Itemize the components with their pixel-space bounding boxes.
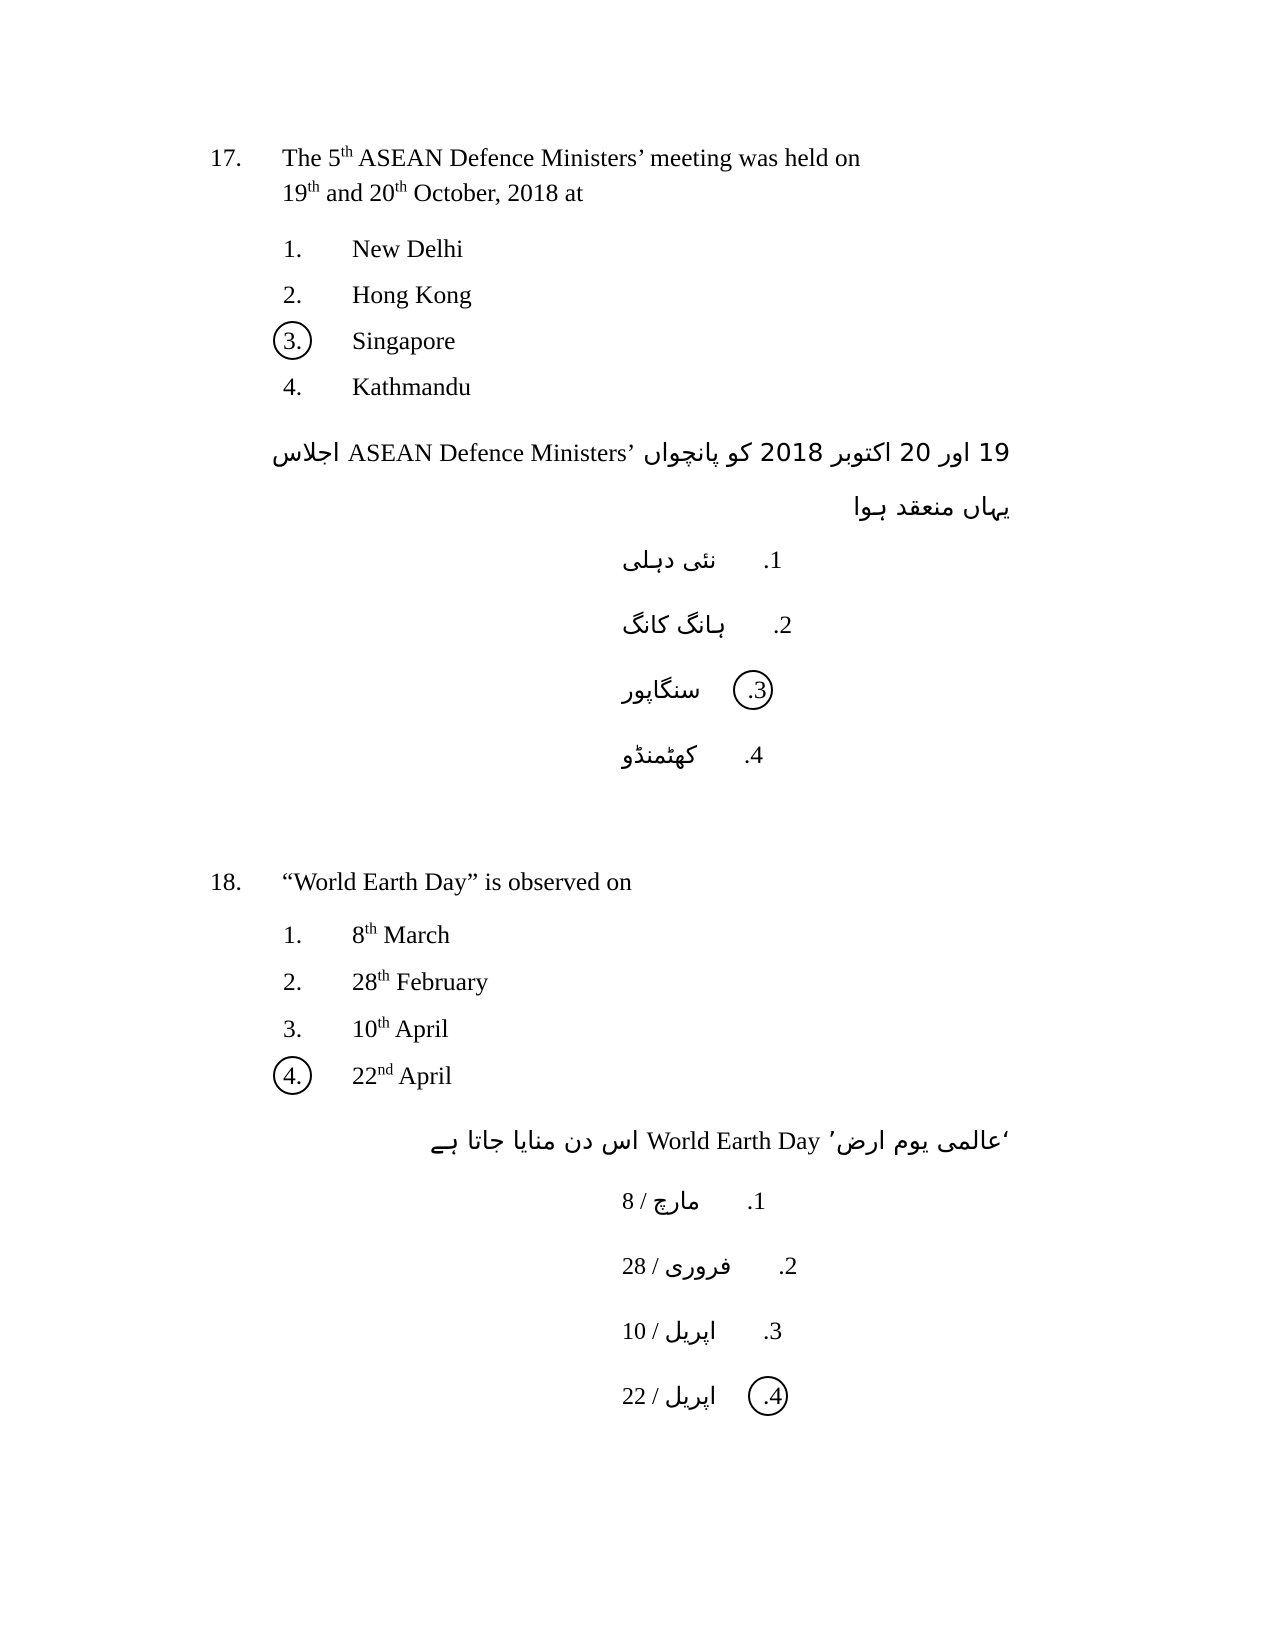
question-18-option-2[interactable] [280, 967, 700, 998]
option-suffix: th [364, 920, 378, 938]
option-value: 22 [352, 1061, 378, 1090]
question-18-option-1-urdu[interactable] [600, 1186, 1010, 1216]
q17-stem-l1a: The 5 [282, 143, 341, 172]
option-marker-selected: 3. [280, 326, 352, 357]
q18-urdu-pre: ‘عالمی یوم ارض’ [828, 1126, 1010, 1155]
q17-urdu-post: اجلاس [271, 438, 340, 467]
option-label: نئی دہلی [622, 546, 717, 574]
option-month: April [393, 1061, 453, 1090]
option-marker: .1 [746, 1186, 766, 1215]
option-marker: .4 [743, 740, 764, 769]
option-marker: .2 [778, 1251, 798, 1280]
q17-stem-l1-sup: th [340, 143, 354, 161]
option-label: ہانگ کانگ [622, 611, 727, 639]
option-label: New Delhi [352, 234, 464, 263]
option-marker: 1. [283, 920, 303, 949]
option-label: Singapore [352, 326, 456, 355]
option-marker-selected: 4. [280, 1061, 352, 1092]
question-17-option-4-urdu[interactable] [600, 740, 1010, 770]
question-17-option-3-urdu[interactable] [600, 675, 1010, 705]
option-marker: .2 [772, 610, 793, 639]
option-suffix: th [377, 1014, 390, 1032]
option-label: اپریل / 22 [622, 1383, 717, 1410]
option-label: سنگاپور [622, 676, 701, 704]
q17-stem-l2c: October, 2018 at [407, 178, 584, 208]
option-marker: 1. [283, 234, 303, 263]
q18-urdu-post: اس دن منایا جاتا ہے [429, 1126, 639, 1155]
option-month: February [389, 967, 489, 996]
question-17-stem-urdu [260, 434, 1010, 472]
option-marker: .1 [763, 545, 783, 574]
question-17-option-4[interactable] [280, 372, 700, 403]
question-18-option-3[interactable] [280, 1014, 700, 1045]
option-suffix: nd [377, 1061, 394, 1079]
q17-urdu-latin: ASEAN Defence Ministers’ [347, 438, 636, 467]
option-value: 28 [352, 967, 378, 996]
q17-stem-l2-sup2: th [394, 178, 408, 196]
option-label [352, 920, 700, 951]
q17-stem-l2-sup1: th [307, 178, 320, 196]
option-marker: 4. [283, 372, 303, 401]
option-marker: 2. [283, 967, 303, 996]
option-month: April [389, 1014, 449, 1043]
option-label: اپریل / 10 [622, 1318, 717, 1345]
option-marker: .3 [763, 1316, 783, 1345]
question-17-option-3[interactable] [280, 326, 700, 357]
option-month: March [377, 920, 450, 949]
option-suffix: th [377, 967, 390, 985]
question-18-number: 18. [210, 867, 242, 896]
option-value: 10 [352, 1014, 378, 1043]
q17-urdu-pre: 19 اور 20 اکتوبر 2018 کو پانچواں [643, 438, 1010, 467]
question-18-option-1[interactable] [280, 920, 700, 951]
question-17-number: 17. [210, 143, 242, 172]
question-17-stem-urdu-line2: یہاں منعقد ہوا [853, 492, 1010, 521]
option-label: مارچ / 8 [622, 1188, 700, 1215]
option-marker: 2. [283, 280, 303, 309]
q18-urdu-latin: World Earth Day [646, 1126, 821, 1155]
question-18-option-4[interactable] [280, 1061, 700, 1092]
question-17-option-2[interactable] [280, 280, 700, 311]
option-label: فروری / 28 [622, 1253, 732, 1280]
question-18-stem-text: “World Earth Day” is observed on [282, 867, 632, 896]
question-17-option-2-urdu[interactable] [600, 610, 1010, 640]
option-marker: 3. [283, 1014, 303, 1043]
option-label: Kathmandu [352, 372, 471, 401]
question-17-option-1-urdu[interactable] [600, 545, 1010, 575]
question-17-option-1[interactable] [280, 234, 700, 265]
option-marker-selected: .3 [701, 675, 767, 705]
question-18-stem [210, 864, 910, 899]
q17-stem-l2a: 19 [282, 178, 308, 208]
option-label: Hong Kong [352, 280, 472, 309]
option-label [352, 1061, 700, 1092]
q17-stem-l2b: and 20 [319, 178, 395, 208]
question-17-stem-text [282, 140, 910, 210]
question-18-option-3-urdu[interactable] [600, 1316, 1010, 1346]
question-17-stem [210, 140, 910, 210]
option-label: کھٹمنڈو [622, 741, 698, 769]
option-label [352, 1014, 700, 1045]
option-marker-selected: .4 [716, 1381, 782, 1411]
option-label [352, 967, 700, 998]
option-value: 8 [352, 920, 365, 949]
q17-stem-l1b: ASEAN Defence Ministers’ meeting was held on [353, 143, 861, 172]
question-18-stem-urdu [260, 1122, 1010, 1160]
question-18-option-2-urdu[interactable] [600, 1251, 1010, 1281]
question-18-option-4-urdu[interactable] [600, 1381, 1010, 1411]
